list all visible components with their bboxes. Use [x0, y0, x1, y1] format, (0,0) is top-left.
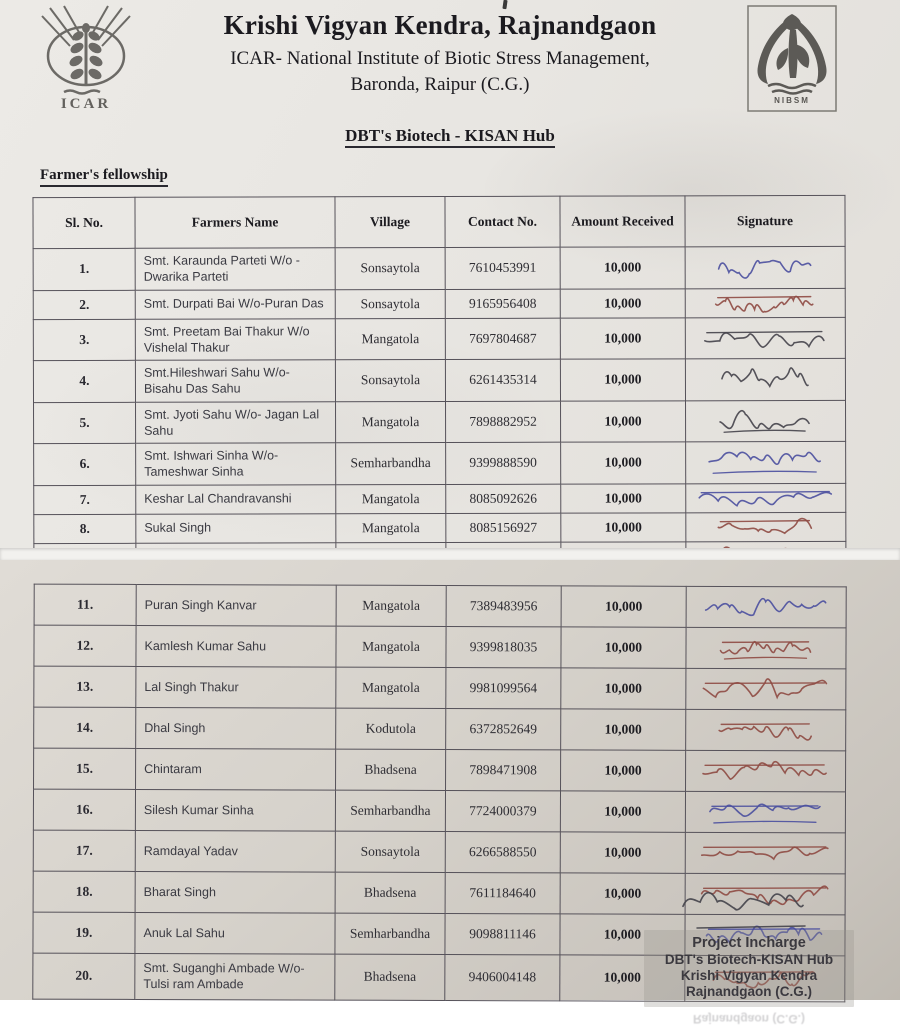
stamp-line-2: DBT's Biotech-KISAN Hub: [664, 952, 834, 968]
cell-amount: 10,000: [561, 750, 686, 791]
cell-sl-no: 15.: [34, 748, 136, 789]
cell-signature: [685, 358, 845, 400]
cell-signature: [686, 586, 846, 628]
project-incharge-block: [644, 888, 854, 1025]
cell-contact-no: 7898471908: [446, 750, 561, 791]
handwritten-signature-icon: [699, 675, 832, 703]
cell-sl-no: 2.: [33, 290, 135, 319]
handwritten-signature-icon: [701, 324, 830, 352]
cell-village: Mangatola: [336, 484, 446, 513]
cell-sl-no: 12.: [34, 625, 136, 666]
cell-sl-no: 13.: [34, 666, 136, 707]
cell-village: Semharbandha: [335, 913, 445, 954]
project-incharge-stamp: [644, 930, 854, 1007]
cell-village: Mangatola: [336, 401, 446, 443]
cell-amount: 10,000: [561, 442, 686, 484]
cell-amount: 10,000: [561, 668, 686, 709]
cell-signature: [686, 400, 846, 442]
stamp-line-3: Krishi Vigyan Kendra: [680, 968, 818, 984]
cell-sl-no: 4.: [33, 360, 135, 402]
cell-contact-no: 6266588550: [445, 832, 560, 873]
icar-logo-icon: [34, 6, 142, 114]
icar-caption: ICAR: [60, 96, 112, 112]
cell-farmer-name: Bharat Singh: [135, 871, 335, 913]
handwritten-signature-icon: [705, 798, 825, 826]
cell-farmer-name: Smt. Ishwari Sinha W/o- Tameshwar Sinha: [136, 443, 336, 485]
table-row: [34, 748, 846, 792]
cell-amount: 10,000: [560, 955, 685, 1001]
cell-contact-no: 7610453991: [445, 247, 560, 289]
handwritten-signature-icon: [714, 513, 817, 541]
cell-farmer-name: Dhal Singh: [136, 707, 336, 749]
cell-farmer-name: Smt.Hileshwari Sahu W/o- Bisahu Das Sahu: [135, 360, 335, 402]
cell-farmer-name: Smt. Durpati Bai W/o-Puran Das: [135, 289, 335, 319]
cell-village: Sonsaytola: [335, 359, 445, 401]
cell-sl-no: 14.: [34, 707, 136, 748]
cell-village: Semharbandha: [335, 790, 445, 831]
table-row: [33, 246, 845, 290]
col-header-village: Village: [335, 196, 445, 247]
ink-bleed-through: Rajnandgaon (C.G.): [693, 1011, 805, 1026]
cell-village: Kodutola: [336, 708, 446, 749]
cell-contact-no: 9981099564: [446, 668, 561, 709]
col-header-contact-no: Contact No.: [445, 196, 560, 247]
cell-farmer-name: Anuk Lal Sahu: [135, 912, 335, 954]
cell-village: Sonsaytola: [335, 247, 445, 289]
cell-sl-no: 7.: [34, 485, 136, 514]
cell-contact-no: 7389483956: [446, 586, 561, 627]
page-seam: [0, 548, 900, 560]
handwritten-signature-icon: [716, 407, 815, 435]
table-row: [34, 666, 846, 710]
cell-village: Mangatola: [336, 667, 446, 708]
cell-contact-no: 9399888590: [446, 442, 561, 484]
table-row: [34, 441, 846, 485]
handwritten-signature-icon: [712, 289, 819, 317]
cell-signature: [685, 246, 845, 288]
cell-signature: [685, 832, 845, 874]
cell-sl-no: 18.: [33, 871, 135, 912]
letterhead: [0, 0, 900, 118]
table-row: [33, 317, 845, 361]
nibsm-logo-icon: [746, 4, 838, 116]
cell-village: Bhadsena: [335, 954, 445, 1000]
cell-amount: 10,000: [560, 791, 685, 832]
cell-sl-no: 20.: [33, 953, 135, 999]
cell-sl-no: 1.: [33, 248, 135, 290]
cell-farmer-name: Keshar Lal Chandravanshi: [136, 484, 336, 514]
handwritten-signature-icon: [697, 839, 833, 867]
org-institute: ICAR- National Institute of Biotic Stress Management,: [230, 48, 650, 69]
cell-amount: 10,000: [561, 709, 686, 750]
org-name: Krishi Vigyan Kendra, Rajnandgaon: [223, 10, 657, 40]
cell-sl-no: 3.: [33, 319, 135, 361]
cell-amount: 10,000: [560, 914, 685, 955]
handwritten-signature-icon: [717, 365, 813, 393]
table-row: [33, 789, 845, 833]
cell-contact-no: 6261435314: [445, 359, 560, 401]
cell-contact-no: 7697804687: [445, 318, 560, 360]
table-row: [34, 625, 846, 669]
cell-sl-no: 19.: [33, 912, 135, 953]
cell-sl-no: 8.: [34, 514, 136, 543]
col-header-signature: Signature: [685, 195, 845, 246]
incharge-signature: [679, 888, 819, 932]
col-header-amount-received: Amount Received: [560, 196, 685, 247]
cell-contact-no: 9165956408: [445, 289, 560, 318]
cell-signature: [685, 317, 845, 359]
cell-farmer-name: Ramdayal Yadav: [135, 830, 335, 872]
cell-farmer-name: Chintaram: [136, 748, 336, 790]
cell-village: Bhadsena: [335, 872, 445, 913]
col-header-sl-no: Sl. No.: [33, 197, 135, 248]
cell-amount: 10,000: [560, 832, 685, 873]
cell-signature: [686, 750, 846, 792]
cell-contact-no: 9098811146: [445, 914, 560, 955]
table-row: [33, 358, 845, 402]
handwritten-signature-icon: [701, 593, 831, 621]
cell-contact-no: 9406004148: [445, 955, 560, 1001]
cell-sl-no: 16.: [33, 789, 135, 830]
cell-village: Mangatola: [335, 318, 445, 360]
cell-signature: [686, 512, 846, 541]
handwritten-signature-icon: [695, 483, 837, 511]
cell-amount: 10,000: [561, 400, 686, 442]
document-title: DBT's Biotech - KISAN Hub: [0, 126, 900, 146]
cell-signature: [686, 441, 846, 483]
handwritten-signature-icon: [714, 253, 816, 281]
cell-signature: [686, 627, 846, 669]
cell-amount: 10,000: [560, 317, 685, 359]
cell-signature: [686, 668, 846, 710]
cell-farmer-name: Puran Singh Kanvar: [136, 584, 336, 626]
cell-village: Semharbandha: [336, 442, 446, 484]
cell-farmer-name: Smt. Preetam Bai Thakur W/o Vishelal Thakur: [135, 318, 335, 360]
cell-signature: [686, 483, 846, 512]
cell-amount: 10,000: [561, 483, 686, 512]
stamp-line-1: Project Incharge: [692, 935, 806, 951]
cell-sl-no: 5.: [34, 402, 136, 444]
handwritten-signature-icon: [705, 448, 826, 476]
cell-farmer-name: Sukal Singh: [136, 513, 336, 543]
org-address: Baronda, Raipur (C.G.): [350, 74, 530, 95]
section-heading: Farmer's fellowship: [40, 167, 168, 187]
table-row: [33, 288, 845, 319]
stamp-line-4: Rajnandgaon (C.G.): [686, 983, 812, 999]
table-row: [34, 483, 846, 514]
cell-contact-no: 8085156927: [446, 513, 561, 542]
cell-farmer-name: Smt. Suganghi Ambade W/o- Tulsi ram Ambade: [135, 953, 335, 999]
table-row: [34, 512, 846, 543]
cell-amount: 10,000: [560, 359, 685, 401]
cell-contact-no: 9399818035: [446, 627, 561, 668]
cell-contact-no: 7611184640: [445, 873, 560, 914]
cell-amount: 10,000: [560, 873, 685, 914]
table-row: [34, 400, 846, 444]
cell-amount: 10,000: [560, 247, 685, 289]
table-header-row: [33, 195, 845, 248]
cell-amount: 10,000: [560, 288, 685, 317]
cell-signature: [685, 288, 845, 317]
cell-village: Mangatola: [336, 626, 446, 667]
cell-farmer-name: Smt. Jyoti Sahu W/o- Jagan Lal Sahu: [136, 401, 336, 443]
cell-signature: [686, 709, 846, 751]
cell-amount: 10,000: [561, 586, 686, 627]
cell-farmer-name: Smt. Karaunda Parteti W/o - Dwarika Parteti: [135, 248, 335, 290]
cell-amount: 10,000: [561, 512, 686, 541]
cell-amount: 10,000: [561, 627, 686, 668]
col-header-farmers-name: Farmers Name: [135, 197, 335, 249]
cell-village: Mangatola: [336, 513, 446, 542]
cell-sl-no: 6.: [34, 443, 136, 485]
handwritten-signature-icon: [715, 716, 817, 744]
fellowship-table-page1: [32, 195, 846, 602]
cell-sl-no: 11.: [34, 584, 136, 625]
cell-contact-no: 7898882952: [446, 401, 561, 443]
cell-sl-no: 17.: [33, 830, 135, 871]
cell-farmer-name: Lal Singh Thakur: [136, 666, 336, 708]
cell-village: Sonsaytola: [335, 831, 445, 872]
handwritten-signature-icon: [699, 757, 832, 785]
cell-farmer-name: Kamlesh Kumar Sahu: [136, 625, 336, 667]
cell-village: Mangatola: [336, 585, 446, 626]
cell-signature: [685, 791, 845, 833]
cell-contact-no: 8085092626: [446, 484, 561, 513]
table-row: [34, 707, 846, 751]
cell-contact-no: 6372852649: [446, 709, 561, 750]
cell-contact-no: 7724000379: [445, 791, 560, 832]
org-titles: [150, 10, 730, 96]
table-row: [34, 584, 846, 628]
handwritten-signature-icon: [716, 634, 816, 662]
cell-village: Sonsaytola: [335, 289, 445, 318]
nibsm-caption: NIBSM: [774, 96, 810, 105]
cell-farmer-name: Silesh Kumar Sinha: [135, 789, 335, 831]
table-row: [33, 830, 845, 874]
cell-village: Bhadsena: [336, 749, 446, 790]
